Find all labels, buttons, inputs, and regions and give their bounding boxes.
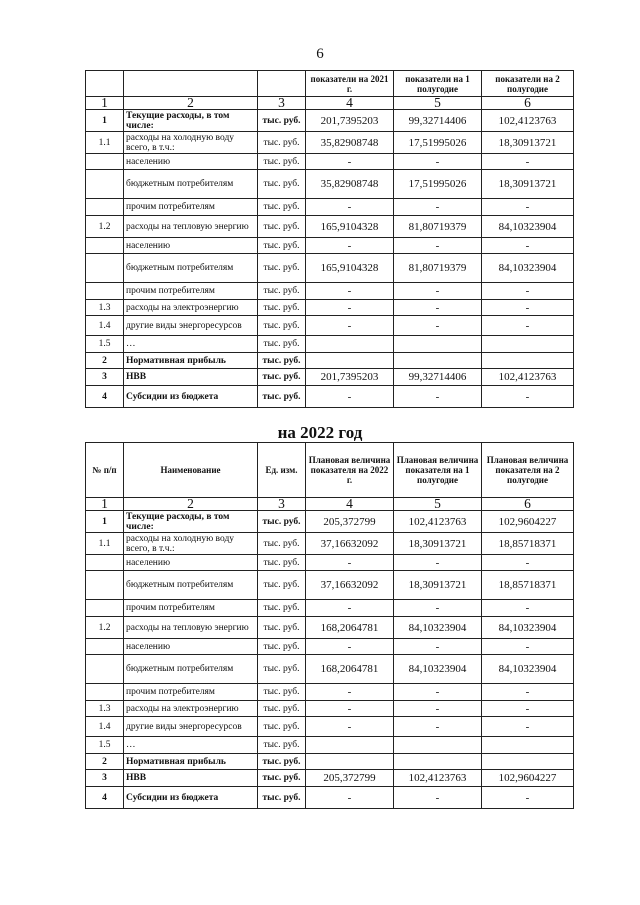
row-unit: тыс. руб. [258, 571, 306, 600]
row-number: 1.3 [86, 300, 124, 316]
row-number [86, 639, 124, 655]
value-half-2: 84,10323904 [482, 254, 574, 283]
column-number: 4 [306, 498, 394, 511]
column-header: Плановая величина показателя на 2022 г. [306, 443, 394, 498]
row-unit: тыс. руб. [258, 655, 306, 684]
column-header: показатели на 1 полугодие [394, 71, 482, 97]
table-row [86, 386, 574, 408]
row-number [86, 254, 124, 283]
column-header [124, 71, 258, 97]
row-name: населению [124, 639, 258, 655]
column-number: 1 [86, 97, 124, 110]
value-half-2: 84,10323904 [482, 655, 574, 684]
value-year [306, 754, 394, 770]
header-row [86, 443, 574, 498]
row-number [86, 238, 124, 254]
row-unit: тыс. руб. [258, 216, 306, 238]
row-name: Субсидии из бюджета [124, 787, 258, 809]
row-number [86, 154, 124, 170]
row-number: 1.3 [86, 701, 124, 717]
row-name: расходы на тепловую энергию [124, 617, 258, 639]
table-row [86, 655, 574, 684]
value-half-1: 99,32714406 [394, 110, 482, 132]
value-half-2: 102,4123763 [482, 110, 574, 132]
table-row [86, 555, 574, 571]
table-row [86, 254, 574, 283]
table-row [86, 639, 574, 655]
row-unit: тыс. руб. [258, 754, 306, 770]
value-half-2: - [482, 600, 574, 617]
value-half-1: - [394, 199, 482, 216]
value-half-1: 81,80719379 [394, 254, 482, 283]
column-number: 4 [306, 97, 394, 110]
row-name: другие виды энергоресурсов [124, 717, 258, 737]
table-row [86, 199, 574, 216]
row-unit: тыс. руб. [258, 170, 306, 199]
row-unit: тыс. руб. [258, 737, 306, 754]
row-number: 1.4 [86, 316, 124, 336]
value-half-1: - [394, 386, 482, 408]
value-year: - [306, 787, 394, 809]
value-half-1: - [394, 154, 482, 170]
row-name: Нормативная прибыль [124, 754, 258, 770]
row-unit: тыс. руб. [258, 353, 306, 369]
value-half-2: - [482, 555, 574, 571]
row-name: расходы на электроэнергию [124, 300, 258, 316]
value-half-2: - [482, 199, 574, 216]
value-year: - [306, 555, 394, 571]
column-header [258, 71, 306, 97]
value-year: 37,16632092 [306, 571, 394, 600]
column-number: 1 [86, 498, 124, 511]
value-half-1: 99,32714406 [394, 369, 482, 386]
column-number: 5 [394, 498, 482, 511]
column-number-row [86, 97, 574, 110]
value-half-2: 102,9604227 [482, 770, 574, 787]
row-name: бюджетным потребителям [124, 571, 258, 600]
value-year [306, 737, 394, 754]
table-row [86, 571, 574, 600]
value-half-2: - [482, 386, 574, 408]
value-year: - [306, 316, 394, 336]
row-number [86, 555, 124, 571]
row-number [86, 655, 124, 684]
row-unit: тыс. руб. [258, 336, 306, 353]
value-year [306, 353, 394, 369]
value-half-1: 102,4123763 [394, 511, 482, 533]
column-number: 2 [124, 498, 258, 511]
row-number [86, 283, 124, 300]
row-number: 3 [86, 770, 124, 787]
row-name: … [124, 737, 258, 754]
value-half-2: - [482, 684, 574, 701]
value-year: - [306, 386, 394, 408]
row-name: Субсидии из бюджета [124, 386, 258, 408]
table-row [86, 336, 574, 353]
value-year: - [306, 684, 394, 701]
row-name: населению [124, 154, 258, 170]
indicators-table-2021 [85, 70, 574, 408]
value-year: - [306, 701, 394, 717]
value-half-2 [482, 353, 574, 369]
table-row [86, 684, 574, 701]
value-half-1: 18,30913721 [394, 571, 482, 600]
table-row [86, 132, 574, 154]
value-half-2: - [482, 717, 574, 737]
row-unit: тыс. руб. [258, 787, 306, 809]
value-half-2: - [482, 238, 574, 254]
value-year: 205,372799 [306, 770, 394, 787]
column-header: показатели на 2 полугодие [482, 71, 574, 97]
row-name: расходы на электроэнергию [124, 701, 258, 717]
value-year: 165,9104328 [306, 254, 394, 283]
column-header: Наименование [124, 443, 258, 498]
row-name: прочим потребителям [124, 199, 258, 216]
value-year: - [306, 283, 394, 300]
value-half-1: - [394, 787, 482, 809]
table-row [86, 300, 574, 316]
value-half-1: 102,4123763 [394, 770, 482, 787]
row-unit: тыс. руб. [258, 300, 306, 316]
value-year: 37,16632092 [306, 533, 394, 555]
value-half-1: - [394, 717, 482, 737]
row-number [86, 600, 124, 617]
value-year: 35,82908748 [306, 132, 394, 154]
row-number: 1 [86, 511, 124, 533]
value-half-2: - [482, 283, 574, 300]
value-half-1: - [394, 300, 482, 316]
indicators-table-2022 [85, 442, 574, 809]
row-name: прочим потребителям [124, 283, 258, 300]
row-number [86, 170, 124, 199]
value-half-2: 102,4123763 [482, 369, 574, 386]
value-half-2: - [482, 787, 574, 809]
value-year: 168,2064781 [306, 617, 394, 639]
row-number [86, 684, 124, 701]
row-name: другие виды энергоресурсов [124, 316, 258, 336]
value-half-1 [394, 737, 482, 754]
value-year: - [306, 238, 394, 254]
table-row [86, 353, 574, 369]
value-half-2: 84,10323904 [482, 617, 574, 639]
column-header: Плановая величина показателя на 1 полугодие [394, 443, 482, 498]
row-unit: тыс. руб. [258, 154, 306, 170]
row-unit: тыс. руб. [258, 617, 306, 639]
value-half-2: 102,9604227 [482, 511, 574, 533]
row-unit: тыс. руб. [258, 717, 306, 737]
row-number: 2 [86, 754, 124, 770]
column-number: 6 [482, 97, 574, 110]
row-name: населению [124, 238, 258, 254]
row-number: 1.4 [86, 717, 124, 737]
column-number-row [86, 498, 574, 511]
value-year: - [306, 199, 394, 216]
table-row [86, 110, 574, 132]
row-unit: тыс. руб. [258, 254, 306, 283]
value-half-2: 18,30913721 [482, 132, 574, 154]
row-name: прочим потребителям [124, 600, 258, 617]
column-header: Ед. изм. [258, 443, 306, 498]
value-half-1: 18,30913721 [394, 533, 482, 555]
row-number: 1.2 [86, 617, 124, 639]
column-number: 2 [124, 97, 258, 110]
value-year: - [306, 300, 394, 316]
row-name: Нормативная прибыль [124, 353, 258, 369]
table-row [86, 770, 574, 787]
row-unit: тыс. руб. [258, 199, 306, 216]
value-year: 165,9104328 [306, 216, 394, 238]
row-number: 3 [86, 369, 124, 386]
row-unit: тыс. руб. [258, 684, 306, 701]
row-unit: тыс. руб. [258, 511, 306, 533]
value-half-2: - [482, 701, 574, 717]
column-header: показатели на 2021 г. [306, 71, 394, 97]
column-number: 3 [258, 498, 306, 511]
value-half-1 [394, 353, 482, 369]
year-heading: на 2022 год [277, 423, 363, 442]
column-number: 6 [482, 498, 574, 511]
value-year: - [306, 717, 394, 737]
value-year: 201,7395203 [306, 110, 394, 132]
column-header: Плановая величина показателя на 2 полугодие [482, 443, 574, 498]
row-name: бюджетным потребителям [124, 655, 258, 684]
table-row [86, 533, 574, 555]
value-half-1: - [394, 283, 482, 300]
table-row [86, 283, 574, 300]
row-unit: тыс. руб. [258, 555, 306, 571]
value-half-1: - [394, 555, 482, 571]
value-year: 201,7395203 [306, 369, 394, 386]
value-half-1: - [394, 238, 482, 254]
value-half-2: - [482, 300, 574, 316]
row-name: бюджетным потребителям [124, 170, 258, 199]
row-unit: тыс. руб. [258, 132, 306, 154]
value-year: - [306, 154, 394, 170]
row-name: расходы на тепловую энергию [124, 216, 258, 238]
row-unit: тыс. руб. [258, 110, 306, 132]
value-half-2 [482, 737, 574, 754]
page-number: 6 [316, 46, 324, 62]
value-half-2 [482, 754, 574, 770]
header-row [86, 71, 574, 97]
row-name: … [124, 336, 258, 353]
row-number: 1.5 [86, 336, 124, 353]
row-number: 4 [86, 386, 124, 408]
value-half-1: 84,10323904 [394, 617, 482, 639]
table-row [86, 369, 574, 386]
table-row [86, 170, 574, 199]
table-row [86, 754, 574, 770]
row-name: прочим потребителям [124, 684, 258, 701]
value-half-1: 17,51995026 [394, 132, 482, 154]
table-row [86, 787, 574, 809]
row-unit: тыс. руб. [258, 238, 306, 254]
value-year: 168,2064781 [306, 655, 394, 684]
row-number: 1.2 [86, 216, 124, 238]
row-name: населению [124, 555, 258, 571]
table-row [86, 511, 574, 533]
row-number: 1.1 [86, 533, 124, 555]
value-year: 205,372799 [306, 511, 394, 533]
column-header [86, 71, 124, 97]
column-header: № п/п [86, 443, 124, 498]
column-number: 3 [258, 97, 306, 110]
value-year: - [306, 600, 394, 617]
row-name: бюджетным потребителям [124, 254, 258, 283]
row-name: расходы на холодную воду всего, в т.ч.: [124, 533, 258, 555]
row-number: 1.5 [86, 737, 124, 754]
table-row [86, 617, 574, 639]
value-half-1: - [394, 684, 482, 701]
value-half-1: 84,10323904 [394, 655, 482, 684]
value-half-2 [482, 336, 574, 353]
value-year [306, 336, 394, 353]
value-half-1: 17,51995026 [394, 170, 482, 199]
column-number: 5 [394, 97, 482, 110]
row-number: 1.1 [86, 132, 124, 154]
row-number: 1 [86, 110, 124, 132]
table-row [86, 717, 574, 737]
value-year: 35,82908748 [306, 170, 394, 199]
value-half-1: - [394, 316, 482, 336]
row-name: НВВ [124, 369, 258, 386]
row-number: 4 [86, 787, 124, 809]
row-name: расходы на холодную воду всего, в т.ч.: [124, 132, 258, 154]
table-row [86, 154, 574, 170]
value-half-2: 18,30913721 [482, 170, 574, 199]
value-half-1: - [394, 639, 482, 655]
row-number [86, 199, 124, 216]
row-unit: тыс. руб. [258, 770, 306, 787]
row-unit: тыс. руб. [258, 600, 306, 617]
row-unit: тыс. руб. [258, 369, 306, 386]
row-name: Текущие расходы, в том числе: [124, 511, 258, 533]
row-unit: тыс. руб. [258, 283, 306, 300]
value-half-2: 18,85718371 [482, 571, 574, 600]
table-row [86, 238, 574, 254]
value-half-2: - [482, 639, 574, 655]
row-number [86, 571, 124, 600]
row-unit: тыс. руб. [258, 386, 306, 408]
table-row [86, 701, 574, 717]
value-half-2: - [482, 316, 574, 336]
value-year: - [306, 639, 394, 655]
value-half-1: 81,80719379 [394, 216, 482, 238]
value-half-1 [394, 336, 482, 353]
table-row [86, 600, 574, 617]
row-unit: тыс. руб. [258, 533, 306, 555]
row-name: НВВ [124, 770, 258, 787]
table-row [86, 316, 574, 336]
value-half-2: 18,85718371 [482, 533, 574, 555]
value-half-1 [394, 754, 482, 770]
row-name: Текущие расходы, в том числе: [124, 110, 258, 132]
table-row [86, 216, 574, 238]
row-unit: тыс. руб. [258, 639, 306, 655]
table-row [86, 737, 574, 754]
row-unit: тыс. руб. [258, 316, 306, 336]
value-half-2: - [482, 154, 574, 170]
value-half-1: - [394, 701, 482, 717]
value-half-2: 84,10323904 [482, 216, 574, 238]
row-unit: тыс. руб. [258, 701, 306, 717]
value-half-1: - [394, 600, 482, 617]
row-number: 2 [86, 353, 124, 369]
